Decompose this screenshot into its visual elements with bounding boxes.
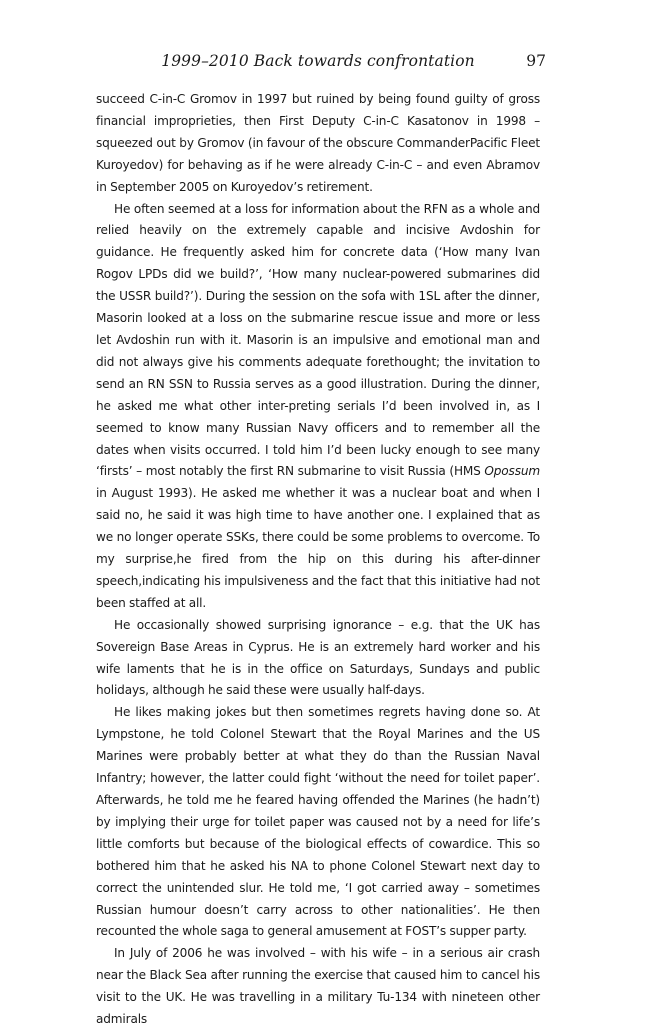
paragraph-text: succeed C-in-C Gromov in 1997 but ruined by being found guilty of gross financial improprieties, then First Deputy C-in-C Kasatonov in 1998 – squeezed out by Gromov (in favour of the obscure CommanderPacific Fleet Kuroyedov) for behaving as if he were already C-in-C – and even Abramov in September 2005 on Kuroyedov’s retirement. <box>96 92 540 194</box>
paragraph-1 <box>96 89 540 199</box>
paragraph-3 <box>96 615 540 703</box>
paragraph-5 <box>96 943 540 1031</box>
page-number: 97 <box>526 52 546 70</box>
running-title: 1999–2010 Back towards confrontation <box>161 52 475 70</box>
paragraph-text-continued: in August 1993). He asked me whether it was a nuclear boat and when I said no, he said it was high time to have another one. I explained that as we no longer operate SSKs, there could be some problems to overcome. To my surprise,he fired from the hip on this during his after-dinner speech,indicating his impulsiveness and the fact that this initiative had not been staffed at all. <box>96 486 540 610</box>
running-head <box>96 52 546 76</box>
paragraph-text: He occasionally showed surprising ignorance – e.g. that the UK has Sovereign Base Areas in Cyprus. He is an extremely hard worker and his wife laments that he is in the office on Saturdays, Sundays and public holidays, although he said these were usually half-days. <box>96 617 540 698</box>
paragraph-4 <box>96 702 540 943</box>
paragraph-text: In July of 2006 he was involved – with his wife – in a serious air crash near the Black Sea after running the exercise that caused him to cancel his visit to the UK. He was travelling in a military Tu-134 with nineteen other admirals <box>96 946 540 1027</box>
paragraph-text: He often seemed at a loss for information about the RFN as a whole and relied heavily on the extremely capable and incisive Avdoshin for guidance. He frequently asked him for concrete data (‘How many Ivan Rogov LPDs did we build?’, ‘How many nuclear-powered submarines did the USSR build?’). During the session on the sofa with 1SL after the dinner, Masorin looked at a loss on the submarine rescue issue and more or less let Avdoshin run with it. Masorin is an impulsive and emotional man and did not always give his comments adequate forethought; the invitation to send an RN SSN to Russia serves as a good illustration. During the dinner, he asked me what other inter-preting serials I’d been involved in, as I seemed to know many Russian Navy officers and to remember all the dates when visits occurred. I told him I’d been lucky enough to see many ‘firsts’ – most notably the first RN submarine to visit Russia (HMS <box>96 201 540 479</box>
ship-name-italic: Opossum <box>484 464 540 479</box>
body-text <box>96 89 540 1031</box>
paragraph-text: He likes making jokes but then sometimes regrets having done so. At Lympstone, he told Colonel Stewart that the Royal Marines and the US Marines were probably better at what they do than the Russian Naval Infantry; however, the latter could fight ‘without the need for toilet paper’. Afterwards, he told me he feared having offended the Marines (he hadn’t) by implying their urge for toilet paper was caused not by a need for life’s little comforts but because of the biological effects of cowardice. This so bothered him that he asked his NA to phone Colonel Stewart next day to correct the unintended slur. He told me, ‘I got carried away – sometimes Russian humour doesn’t carry across to other nationalities’. He then recounted the whole saga to general amusement at FOST’s supper party. <box>96 705 540 939</box>
paragraph-2 <box>96 199 540 615</box>
